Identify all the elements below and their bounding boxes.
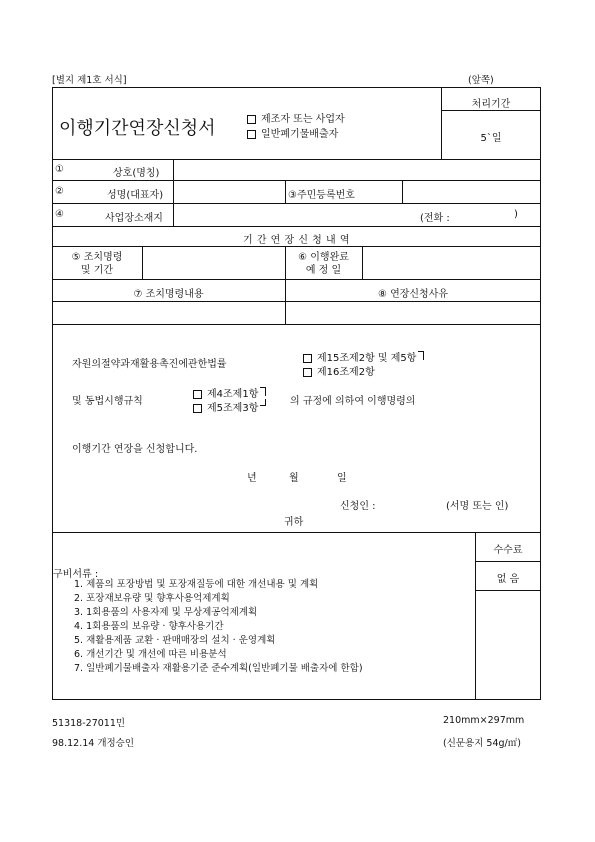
document-item: 2. 포장재보유량 및 향후사용억제계획 <box>74 593 230 604</box>
required-documents-title: 구비서류 : <box>53 569 99 580</box>
bracket-icon <box>260 399 266 406</box>
field-2-num: ② <box>55 186 64 197</box>
document-item: 6. 개선기간 및 개선에 따른 비용분석 <box>74 649 227 660</box>
month-label: 월 <box>289 473 299 484</box>
document-item: 3. 1회용품의 사용자제 및 무상제공억제계획 <box>74 607 258 618</box>
page-side: (앞쪽) <box>468 75 494 86</box>
order-content-label: ⑦ 조치명령내용 <box>133 289 204 300</box>
type-manufacturer-label: 제조자 또는 사업자 <box>261 114 345 125</box>
law-option-1[interactable] <box>303 349 424 364</box>
bracket-icon <box>260 387 266 396</box>
extension-reason-label: ⑧ 연장신청사유 <box>377 289 449 300</box>
form-title: 이행기간연장신청서 <box>59 118 216 139</box>
required-documents-list <box>74 578 363 676</box>
document-item: 5. 재활용제품 교환 · 판매매장의 설치 · 운영계획 <box>74 635 276 646</box>
representative-label: 성명(대표자) <box>107 190 164 201</box>
law-option-2-label: 제16조제2항 <box>317 367 375 378</box>
company-name-label: 상호(명칭) <box>113 168 160 179</box>
rule-tail: 의 규정에 의하여 이행명령의 <box>290 396 416 407</box>
resident-number-label: ③주민등록번호 <box>288 190 355 201</box>
order-period-line2: 및 기간 <box>80 265 114 276</box>
type-manufacturer[interactable] <box>247 110 345 125</box>
section-title: 기 간 연 장 신 청 내 역 <box>242 235 351 246</box>
processing-period-value: 5`일 <box>480 133 502 144</box>
field-4-num: ④ <box>55 209 64 220</box>
fee-label: 수수료 <box>493 545 523 556</box>
phone-label: (전화 : <box>420 213 450 224</box>
document-item: 7. 일반폐기물배출자 재활용기준 준수계획(일반폐기물 배출자에 한함) <box>74 663 363 674</box>
order-period-num: ⑤ <box>71 252 81 263</box>
order-period-label <box>52 251 142 277</box>
paper-type: (신문용지 54g/㎡) <box>443 738 521 749</box>
rule-option-1-label: 제4조제1항 <box>207 389 259 400</box>
signature-label: (서명 또는 인) <box>446 501 509 512</box>
applicant-label: 신청인 : <box>340 501 376 512</box>
completion-date-line1: 이행완료 <box>310 252 349 263</box>
bracket-icon <box>418 351 424 360</box>
day-label: 일 <box>337 473 347 484</box>
form-number: [별지 제1호 서식] <box>52 75 127 86</box>
checkbox-icon[interactable] <box>247 130 256 139</box>
document-item: 1. 제품의 포장방법 및 포장재질등에 대한 개선내용 및 계획 <box>74 579 319 590</box>
checkbox-icon[interactable] <box>303 368 312 377</box>
law-option-1-label: 제15조제2항 및 제5항 <box>317 353 417 364</box>
recipient-label: 귀하 <box>284 517 304 528</box>
enforcement-rule: 및 동법시행규칙 <box>72 396 143 407</box>
request-text: 이행기간 연장을 신청합니다. <box>72 444 198 455</box>
rule-option-1[interactable] <box>193 385 266 400</box>
type-waste-discharger-label: 일반폐기물배출자 <box>261 129 339 140</box>
business-address-label: 사업장소재지 <box>105 213 163 224</box>
completion-date-num: ⑥ <box>298 252 308 263</box>
rule-option-2-label: 제5조제3항 <box>207 403 259 414</box>
checkbox-icon[interactable] <box>193 390 202 399</box>
fee-value: 없 음 <box>496 574 520 585</box>
form-code: 51318-27011민 <box>52 718 126 729</box>
phone-close: ) <box>514 209 518 220</box>
completion-date-label <box>285 251 362 277</box>
document-item: 4. 1회용품의 보유량 · 향후사용기간 <box>74 621 224 632</box>
law-name: 자원의절약과재활용촉진에관한법률 <box>72 359 227 370</box>
law-option-2[interactable] <box>303 363 375 378</box>
processing-period-label: 처리기간 <box>471 99 511 110</box>
checkbox-icon[interactable] <box>303 354 312 363</box>
completion-date-line2: 예 정 일 <box>305 265 342 276</box>
order-period-line1: 조치명령 <box>83 252 123 263</box>
checkbox-icon[interactable] <box>247 115 256 124</box>
paper-size: 210mm×297mm <box>443 715 525 726</box>
year-label: 년 <box>247 473 257 484</box>
approval-date: 98.12.14 개정승인 <box>52 738 135 749</box>
type-waste-discharger[interactable] <box>247 125 338 140</box>
checkbox-icon[interactable] <box>193 404 202 413</box>
field-1-num: ① <box>55 164 64 175</box>
rule-option-2[interactable] <box>193 399 266 414</box>
